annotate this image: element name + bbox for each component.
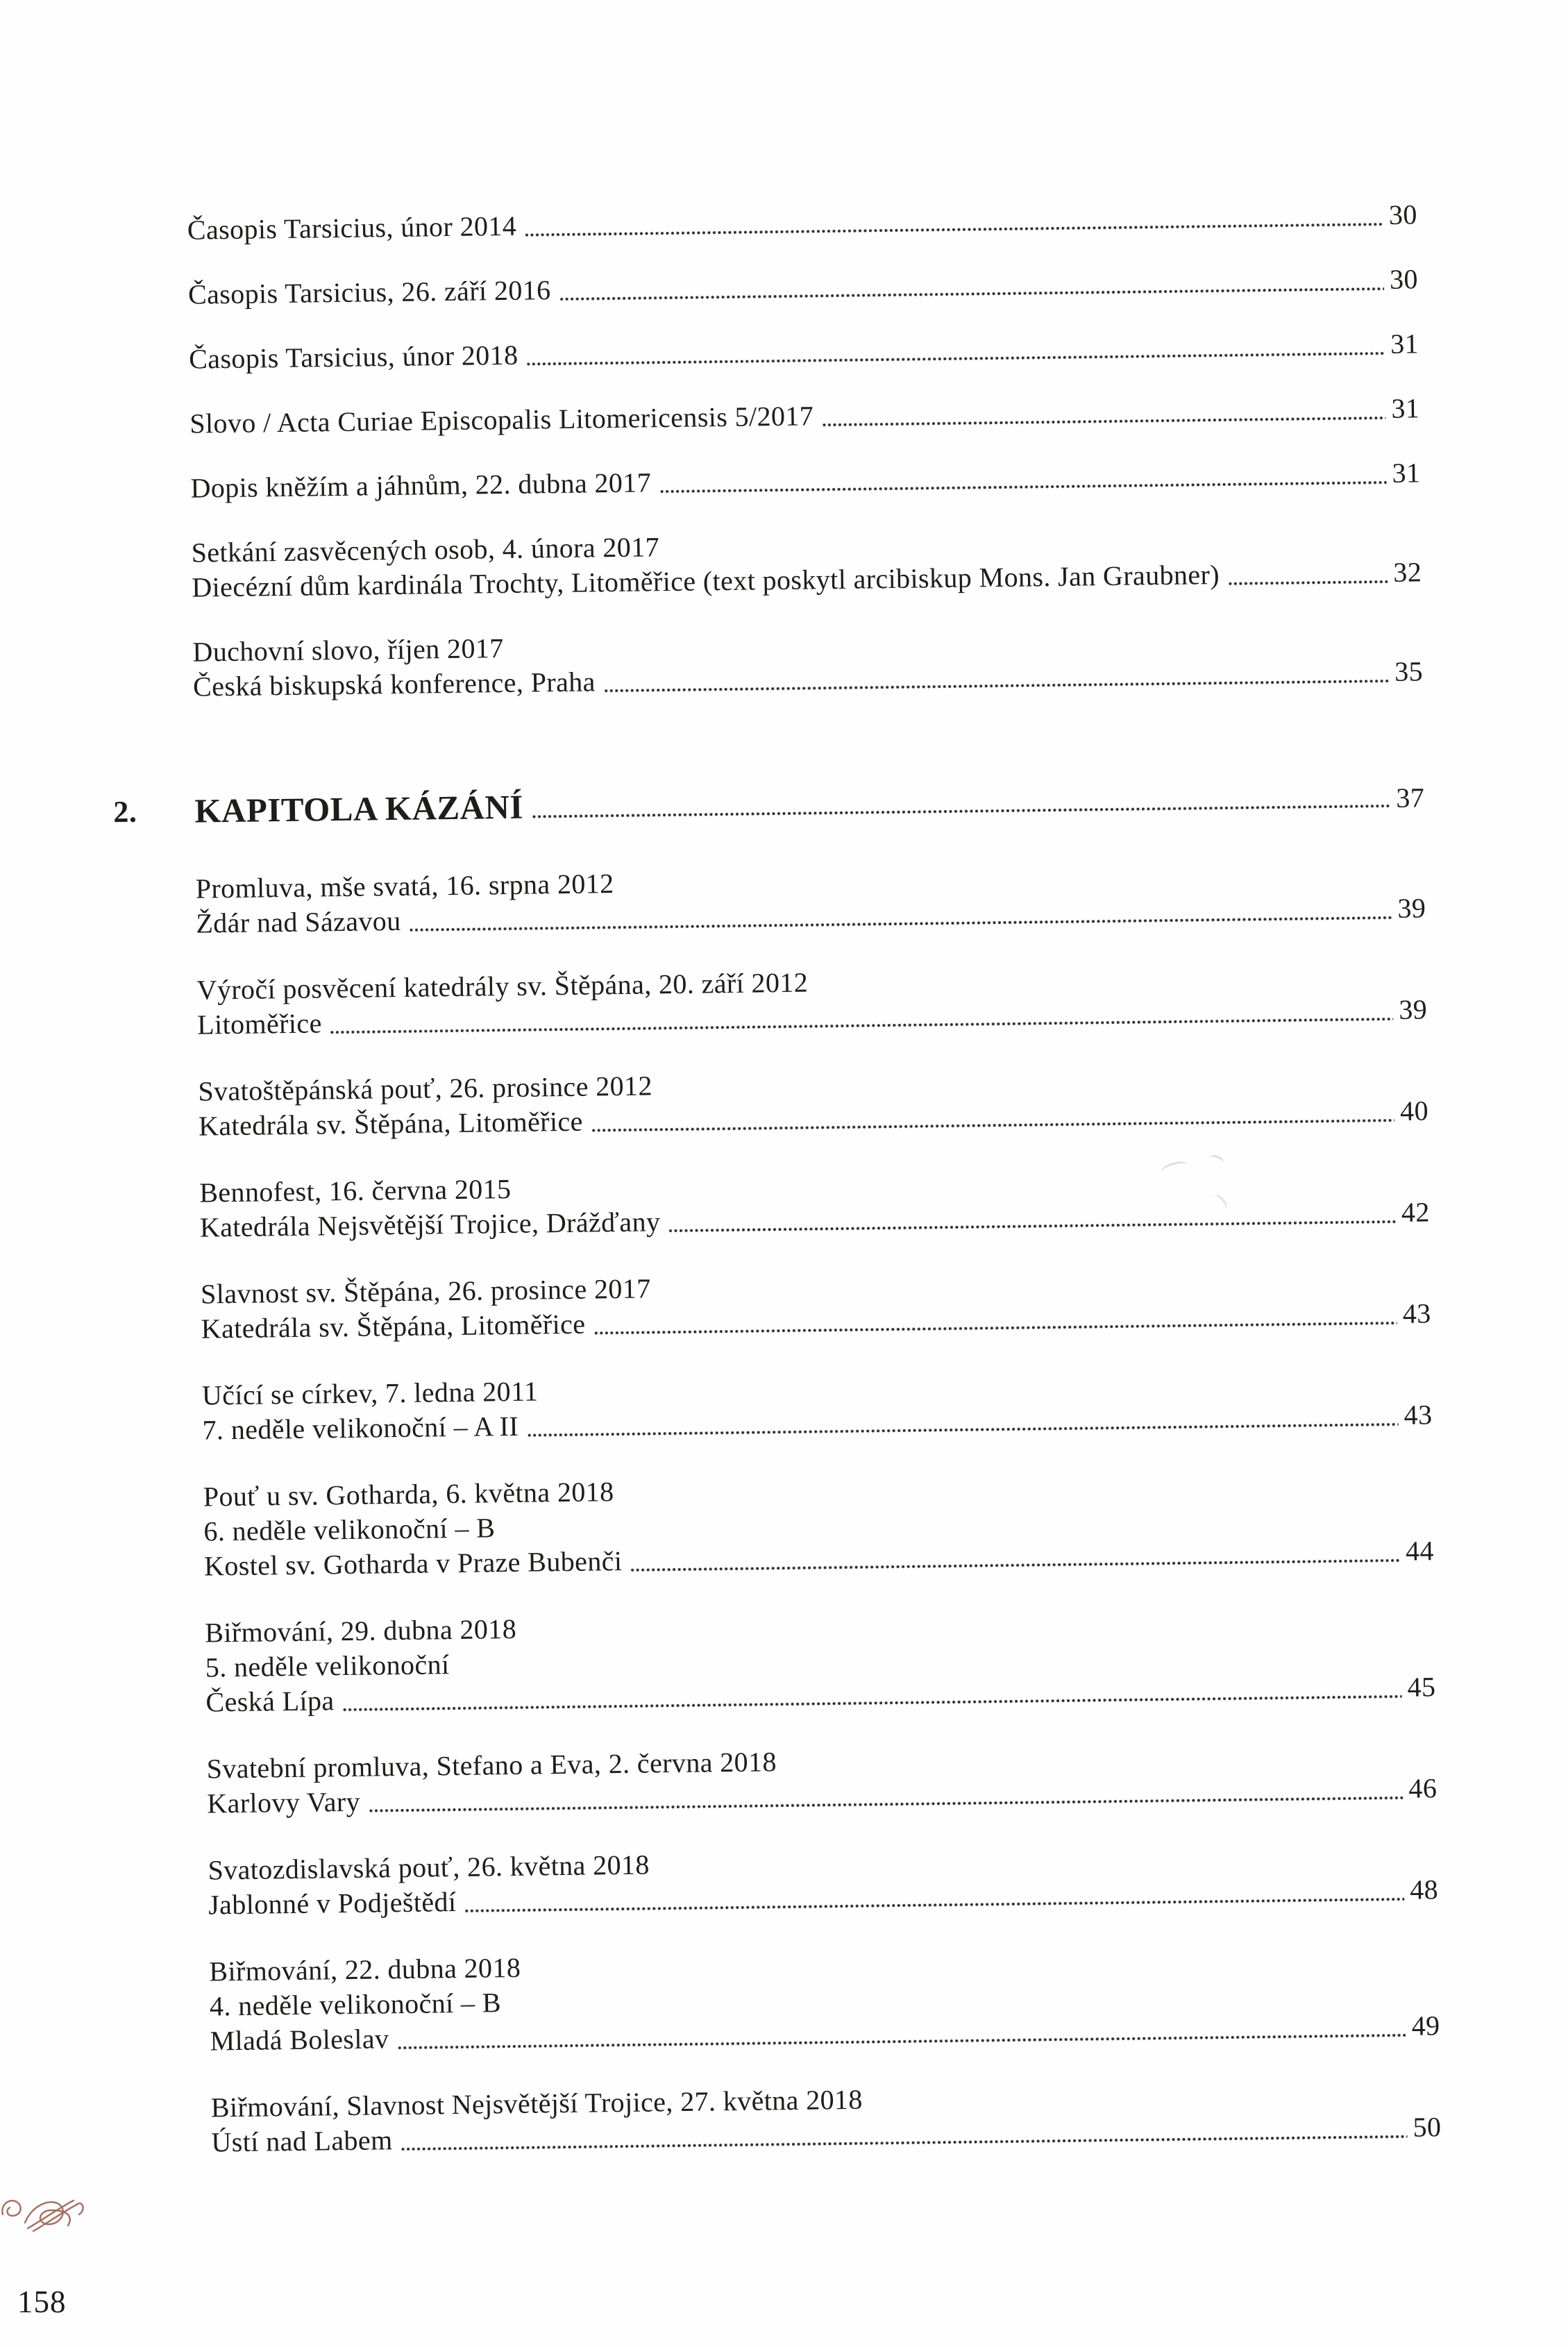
toc-entry-line: Biřmování, 22. dubna 2018 bbox=[209, 1951, 521, 1987]
toc-entry-page-number: 46 bbox=[1408, 1772, 1438, 1804]
dot-leader bbox=[410, 916, 1392, 932]
toc-entry bbox=[201, 1261, 1431, 1346]
toc-entry-page-number: 49 bbox=[1411, 2010, 1440, 2042]
toc-entry-line: Svatozdislavská pouť, 26. května 2018 bbox=[208, 1849, 650, 1886]
toc-entry-line: Biřmování, Slavnost Nejsvětější Trojice, 27. května 2018 bbox=[210, 2083, 863, 2123]
toc-entry-line: Svatoštěpánská pouť, 26. prosince 2012 bbox=[198, 1070, 653, 1107]
dot-leader bbox=[630, 1558, 1400, 1572]
toc-entry-page-number: 39 bbox=[1397, 892, 1426, 924]
toc-entry bbox=[195, 856, 1426, 941]
toc-entry-page-number: 45 bbox=[1407, 1671, 1436, 1703]
toc-entry-line: Pouť u sv. Gotharda, 6. května 2018 bbox=[203, 1476, 614, 1513]
toc-entry bbox=[188, 262, 1418, 312]
toc-entry bbox=[196, 957, 1427, 1042]
toc-entry-title: Diecézní dům kardinála Trochty, Litoměřice (text poskytl arcibiskup Mons. Jan Graubner) bbox=[192, 559, 1220, 603]
toc-entry-page-number: 48 bbox=[1409, 1874, 1439, 1906]
toc-entry-line: Promluva, mše svatá, 16. srpna 2012 bbox=[195, 868, 614, 905]
dot-leader bbox=[594, 1321, 1397, 1336]
toc-entry-page-number: 50 bbox=[1413, 2111, 1442, 2143]
toc-entry-row bbox=[190, 455, 1420, 505]
chapter-number: 2. bbox=[113, 794, 137, 830]
toc-entry-page-number: 31 bbox=[1391, 392, 1420, 424]
dot-leader bbox=[532, 804, 1390, 819]
dot-leader bbox=[822, 416, 1385, 427]
toc-entry-title: 7. neděle velikonoční – A II bbox=[202, 1410, 519, 1446]
dot-leader bbox=[401, 2135, 1408, 2151]
dot-leader bbox=[659, 480, 1387, 494]
toc-entry-title: Časopis Tarsicius, 26. září 2016 bbox=[187, 274, 551, 310]
toc-entry bbox=[189, 391, 1419, 441]
toc-entry-line: 6. neděle velikonoční – B bbox=[203, 1512, 496, 1547]
toc-entry-title: Karlovy Vary bbox=[207, 1785, 361, 1819]
toc-entry-line: Bennofest, 16. června 2015 bbox=[199, 1172, 512, 1209]
toc-entry-line: Biřmování, 29. dubna 2018 bbox=[204, 1613, 517, 1649]
toc-entry-line: Výročí posvěcení katedrály sv. Štěpána, 20. září 2012 bbox=[196, 966, 809, 1006]
toc-entry bbox=[209, 1939, 1440, 2058]
toc-entry bbox=[190, 455, 1420, 505]
dot-leader bbox=[668, 1220, 1396, 1233]
dot-leader bbox=[604, 679, 1389, 693]
toc-entry-title: Mladá Boleslav bbox=[210, 2023, 389, 2057]
toc-entry-title: Časopis Tarsicius, únor 2018 bbox=[188, 339, 519, 375]
dot-leader bbox=[591, 1118, 1394, 1133]
chapter-page-number: 37 bbox=[1395, 782, 1425, 814]
toc-entry-title: Jablonné v Podještědí bbox=[208, 1886, 457, 1921]
toc-entry-title: Ždár nad Sázavou bbox=[196, 905, 401, 939]
toc-entry-title: Časopis Tarsicius, únor 2014 bbox=[187, 210, 517, 246]
dot-leader bbox=[527, 1422, 1399, 1438]
toc-entry bbox=[192, 619, 1423, 704]
toc-entry-row bbox=[187, 197, 1417, 247]
toc-section-top bbox=[187, 197, 1424, 704]
toc-entry-page-number: 43 bbox=[1402, 1297, 1431, 1329]
toc-entry-line: 4. neděle velikonoční – B bbox=[209, 1987, 502, 2022]
toc-entry-page-number: 31 bbox=[1392, 457, 1421, 489]
toc-entry-row bbox=[188, 262, 1418, 312]
toc-entry-title: Kostel sv. Gotharda v Praze Bubenči bbox=[203, 1545, 623, 1582]
dot-leader bbox=[343, 1694, 1402, 1712]
toc-entry-page-number: 30 bbox=[1388, 199, 1417, 230]
dot-leader bbox=[525, 222, 1383, 237]
toc-entry-line: Svatební promluva, Stefano a Eva, 2. června 2018 bbox=[206, 1746, 777, 1785]
toc-entry-line: Setkání zasvěcených osob, 4. února 2017 bbox=[191, 531, 660, 569]
toc-entry-title: Katedrála Nejsvětější Trojice, Drážďany bbox=[199, 1206, 661, 1243]
dot-leader bbox=[527, 351, 1385, 367]
toc-entry bbox=[208, 1837, 1438, 1922]
toc-entry-page-number: 32 bbox=[1393, 556, 1422, 588]
chapter-heading bbox=[113, 775, 1425, 832]
toc-entry bbox=[189, 326, 1419, 376]
dot-leader bbox=[398, 2033, 1406, 2050]
chapter-title: KAPITOLA KÁZÁNÍ bbox=[194, 787, 524, 830]
toc-entry-page-number: 42 bbox=[1401, 1196, 1431, 1228]
toc-entry bbox=[187, 197, 1417, 247]
toc-entry bbox=[211, 2075, 1442, 2160]
toc-entry-title: Katedrála sv. Štěpána, Litoměřice bbox=[198, 1105, 584, 1142]
toc-entry-line: Slavnost sv. Štěpána, 26. prosince 2017 bbox=[200, 1272, 651, 1310]
toc-entry-line: 5. neděle velikonoční bbox=[205, 1649, 450, 1683]
toc-entry-title: Česká biskupská konference, Praha bbox=[192, 666, 596, 703]
toc-entry bbox=[191, 520, 1422, 605]
toc-entry-page-number: 43 bbox=[1403, 1399, 1433, 1431]
dot-leader bbox=[330, 1017, 1394, 1034]
toc-entry bbox=[206, 1736, 1437, 1821]
toc-entry-title: Katedrála sv. Štěpána, Litoměřice bbox=[201, 1308, 586, 1345]
toc-entry bbox=[202, 1363, 1433, 1447]
toc-entry bbox=[198, 1059, 1428, 1143]
toc-entry bbox=[205, 1600, 1436, 1719]
dot-leader bbox=[465, 1897, 1405, 1913]
toc-section-chapter bbox=[195, 856, 1441, 2160]
toc-entry-page-number: 35 bbox=[1394, 655, 1424, 687]
toc-entry-page-number: 44 bbox=[1405, 1535, 1435, 1567]
toc-entry-line: Duchovní slovo, říjen 2017 bbox=[192, 632, 504, 668]
dot-leader bbox=[559, 287, 1385, 301]
dot-leader bbox=[369, 1796, 1403, 1813]
toc-entry-line: Učící se církev, 7. ledna 2011 bbox=[201, 1375, 539, 1411]
toc-entry-row bbox=[189, 326, 1419, 376]
toc-entry-page-number: 39 bbox=[1399, 993, 1428, 1025]
toc-entry-row bbox=[189, 391, 1419, 441]
page-number: 158 bbox=[17, 2285, 67, 2319]
toc-entry-page-number: 31 bbox=[1390, 328, 1419, 360]
toc-entry-title: Česká Lípa bbox=[205, 1685, 335, 1718]
toc-entry-title: Dopis kněžím a jáhnům, 22. dubna 2017 bbox=[190, 466, 652, 504]
toc-entry bbox=[199, 1160, 1430, 1245]
toc-entry-page-number: 40 bbox=[1399, 1095, 1429, 1127]
toc-entry bbox=[203, 1464, 1434, 1583]
toc-entry-page-number: 30 bbox=[1389, 263, 1419, 295]
toc-entry-title: Ústí nad Labem bbox=[211, 2124, 393, 2158]
decorative-flourish bbox=[1, 2194, 90, 2241]
toc-entry-title: Litoměřice bbox=[196, 1007, 322, 1041]
dot-leader bbox=[1228, 580, 1388, 586]
toc-entry-title: Slovo / Acta Curiae Episcopalis Litomericensis 5/2017 bbox=[189, 400, 814, 439]
